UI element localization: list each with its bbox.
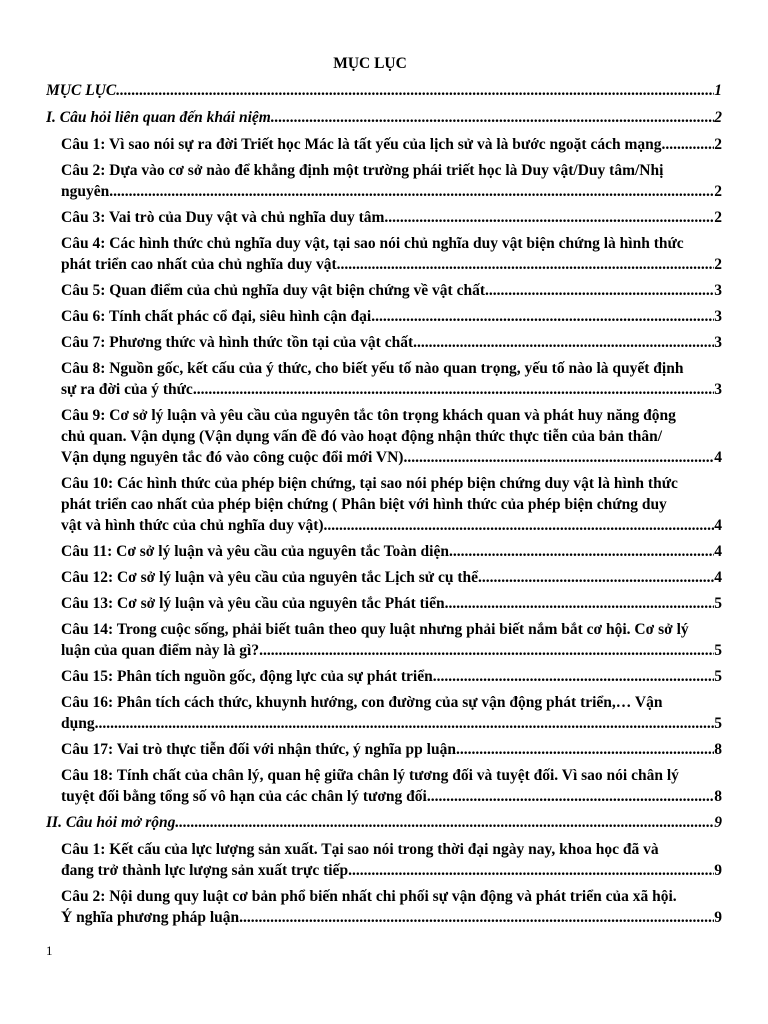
toc-entry-text: Câu 16: Phân tích cách thức, khuynh hướng, con đường của sự vận động phát triển,… Vận (61, 694, 663, 711)
toc-page-number: 4 (714, 569, 722, 586)
toc-page-number: 8 (714, 741, 722, 758)
toc-entry-line (61, 541, 722, 562)
toc-page-number: 2 (714, 183, 722, 200)
toc-entry-line (46, 80, 722, 101)
toc-leader-dots (478, 567, 714, 588)
toc-question-entry[interactable] (46, 233, 722, 275)
toc-question-entry[interactable] (46, 405, 722, 468)
toc-entry-line (61, 907, 722, 928)
toc-entry-line (61, 280, 722, 301)
toc-entry-title: Câu 13: Cơ sở lý luận và yêu cầu của nguyên tắc Phát tiển (61, 595, 445, 612)
toc-page-number: 5 (714, 642, 722, 659)
toc-entry-text: Câu 4: Các hình thức chủ nghĩa duy vật, tại sao nói chủ nghĩa duy vật biện chứng là hình thức (61, 235, 684, 252)
toc-leader-dots (433, 666, 715, 687)
toc-entry-title: Câu 12: Cơ sở lý luận và yêu cầu của nguyên tắc Lịch sử cụ thể (61, 569, 479, 586)
toc-page-number: 1 (714, 82, 722, 99)
toc-page-number: 5 (714, 595, 722, 612)
toc-page-number: 4 (714, 543, 722, 560)
toc-page-number: 3 (714, 334, 722, 351)
toc-entry-title: luận của quan điểm này là gì? (61, 642, 260, 659)
toc-section-entry[interactable] (46, 80, 722, 101)
toc-question-entry[interactable] (46, 280, 722, 301)
toc-entry-line (61, 306, 722, 327)
toc-leader-dots (116, 80, 714, 101)
toc-entry-line (61, 254, 722, 275)
toc-entry-text: Câu 18: Tính chất của chân lý, quan hệ giữa chân lý tương đối và tuyệt đối. Vì sao nói chân lý (61, 767, 679, 784)
toc-leader-dots (337, 254, 715, 275)
toc-leader-dots (384, 207, 714, 228)
toc-page-number: 8 (714, 788, 722, 805)
toc-page-number: 2 (714, 109, 722, 126)
toc-entry-line (46, 107, 722, 128)
toc-question-entry[interactable] (46, 473, 722, 536)
toc-leader-dots (271, 107, 714, 128)
toc-question-entry[interactable] (46, 739, 722, 760)
toc-leader-dots (403, 447, 714, 468)
toc-entry-title: Câu 1: Vì sao nói sự ra đời Triết học Mác là tất yếu của lịch sử và là bước ngoặt cách mạng (61, 136, 662, 153)
toc-leader-dots (175, 812, 714, 833)
toc-entry-title: phát triển cao nhất của chủ nghĩa duy vật (61, 256, 337, 273)
toc-entry-text: chủ quan. Vận dụng (Vận dụng vấn đề đó vào hoạt động nhận thức thực tiễn của bản thân/ (61, 428, 663, 445)
toc-entry-text: phát triển cao nhất của phép biện chứng ( Phân biệt với hình thức của phép biện chứng duy (61, 496, 667, 513)
toc-leader-dots (485, 280, 714, 301)
toc-question-entry[interactable] (46, 666, 722, 687)
toc-leader-dots (445, 593, 715, 614)
toc-entry-title: dụng (61, 715, 95, 732)
toc-entry-line (61, 379, 722, 400)
toc-entry-line (61, 134, 722, 155)
toc-leader-dots (109, 181, 714, 202)
toc-entry-text: Câu 10: Các hình thức của phép biện chứng, tại sao nói phép biện chứng duy vật là hình thức (61, 475, 678, 492)
toc-page-number: 5 (714, 715, 722, 732)
toc-entry-title: Ý nghĩa phương pháp luận (61, 909, 240, 926)
toc-leader-dots (456, 739, 714, 760)
toc-entry-line (61, 593, 722, 614)
toc-page-number: 9 (714, 909, 722, 926)
toc-entry-text: Câu 8: Nguồn gốc, kết cấu của ý thức, cho biết yếu tố nào quan trọng, yếu tố nào là quyết định (61, 360, 684, 377)
toc-question-entry[interactable] (46, 541, 722, 562)
toc-section-entry[interactable] (46, 812, 722, 833)
toc-leader-dots (239, 907, 714, 928)
toc-question-entry[interactable] (46, 306, 722, 327)
toc-leader-dots (324, 515, 715, 536)
toc-question-entry[interactable] (46, 567, 722, 588)
toc-question-entry[interactable] (46, 692, 722, 734)
toc-entry-title: II. Câu hỏi mở rộng (46, 814, 176, 831)
toc-entry-text: Câu 14: Trong cuộc sống, phải biết tuân theo quy luật nhưng phải biết nắm bắt cơ hội. Cơ sở lý (61, 621, 689, 638)
toc-page-number: 2 (714, 256, 722, 273)
toc-page-number: 5 (714, 668, 722, 685)
toc-entry-text: Câu 1: Kết cấu của lực lượng sản xuất. Tại sao nói trong thời đại ngày nay, khoa học đã và (61, 841, 659, 858)
toc-page-number: 9 (714, 862, 722, 879)
toc-entry-title: vật và hình thức của chủ nghĩa duy vật) (61, 517, 324, 534)
toc-question-entry[interactable] (46, 207, 722, 228)
toc-entry-line (61, 860, 722, 881)
toc-section-entry[interactable] (46, 107, 722, 128)
toc-entry-text: Câu 9: Cơ sở lý luận và yêu cầu của nguyên tắc tôn trọng khách quan và phát huy năng động (61, 407, 676, 424)
toc-leader-dots (95, 713, 715, 734)
toc-entry-title: nguyên (61, 183, 110, 200)
toc-entry-text: Câu 2: Nội dung quy luật cơ bản phổ biến nhất chi phối sự vận động và phát triển của xã hội. (61, 888, 677, 905)
toc-page-number: 2 (714, 136, 722, 153)
toc-entry-line (61, 739, 722, 760)
toc-leader-dots (449, 541, 714, 562)
toc-entry-title: Câu 7: Phương thức và hình thức tồn tại của vật chất (61, 334, 414, 351)
toc-entry-title: Câu 17: Vai trò thực tiễn đối với nhận thức, ý nghĩa pp luận (61, 741, 456, 758)
toc-leader-dots (661, 134, 714, 155)
toc-page-number: 9 (714, 814, 722, 831)
toc-leader-dots (193, 379, 714, 400)
toc-entry-title: Câu 6: Tính chất phác cổ đại, siêu hình cận đại (61, 308, 372, 325)
toc-leader-dots (371, 306, 714, 327)
table-of-contents (46, 80, 722, 933)
toc-question-entry[interactable] (46, 839, 722, 881)
toc-entry-line (61, 786, 722, 807)
toc-page-number: 3 (714, 282, 722, 299)
toc-page-number: 4 (714, 517, 722, 534)
toc-entry-title: I. Câu hỏi liên quan đến khái niệm (46, 109, 271, 126)
toc-entry-line (61, 181, 722, 202)
toc-entry-line (61, 447, 722, 468)
toc-leader-dots (259, 640, 714, 661)
toc-question-entry[interactable] (46, 765, 722, 807)
page-title: MỤC LỤC (333, 55, 407, 72)
toc-page-number: 3 (714, 308, 722, 325)
page-number: 1 (46, 943, 53, 958)
toc-question-entry[interactable] (46, 358, 722, 400)
toc-entry-text: Câu 2: Dựa vào cơ sở nào để khẳng định một trường phái triết học là Duy vật/Duy tâm/Nhị (61, 162, 664, 179)
toc-page-number: 3 (714, 381, 722, 398)
toc-leader-dots (348, 860, 714, 881)
toc-page-number: 2 (714, 209, 722, 226)
toc-entry-title: Câu 5: Quan điểm của chủ nghĩa duy vật biện chứng về vật chất (61, 282, 485, 299)
toc-question-entry[interactable] (46, 886, 722, 928)
toc-leader-dots (427, 786, 714, 807)
toc-question-entry[interactable] (46, 593, 722, 614)
toc-entry-title: Câu 15: Phân tích nguồn gốc, động lực của sự phát triển (61, 668, 433, 685)
toc-question-entry[interactable] (46, 332, 722, 353)
toc-question-entry[interactable] (46, 160, 722, 202)
toc-entry-line (46, 812, 722, 833)
toc-entry-title: MỤC LỤC (46, 82, 117, 99)
toc-entry-line (61, 567, 722, 588)
toc-question-entry[interactable] (46, 134, 722, 155)
toc-page-number: 4 (714, 449, 722, 466)
toc-entry-line (61, 332, 722, 353)
toc-entry-line (61, 640, 722, 661)
toc-entry-line (61, 666, 722, 687)
toc-question-entry[interactable] (46, 619, 722, 661)
toc-entry-title: sự ra đời của ý thức (61, 381, 193, 398)
toc-entry-title: Vận dụng nguyên tắc đó vào công cuộc đổi mới VN) (61, 449, 404, 466)
toc-leader-dots (413, 332, 714, 353)
toc-entry-line (61, 515, 722, 536)
toc-entry-title: tuyệt đối bằng tổng số vô hạn của các chân lý tương đối (61, 788, 427, 805)
toc-entry-title: Câu 11: Cơ sở lý luận và yêu cầu của nguyên tắc Toàn diện (61, 543, 449, 560)
toc-entry-title: Câu 3: Vai trò của Duy vật và chủ nghĩa duy tâm (61, 209, 385, 226)
toc-entry-line (61, 207, 722, 228)
toc-entry-line (61, 713, 722, 734)
toc-entry-title: đang trở thành lực lượng sản xuất trực tiếp (61, 862, 349, 879)
